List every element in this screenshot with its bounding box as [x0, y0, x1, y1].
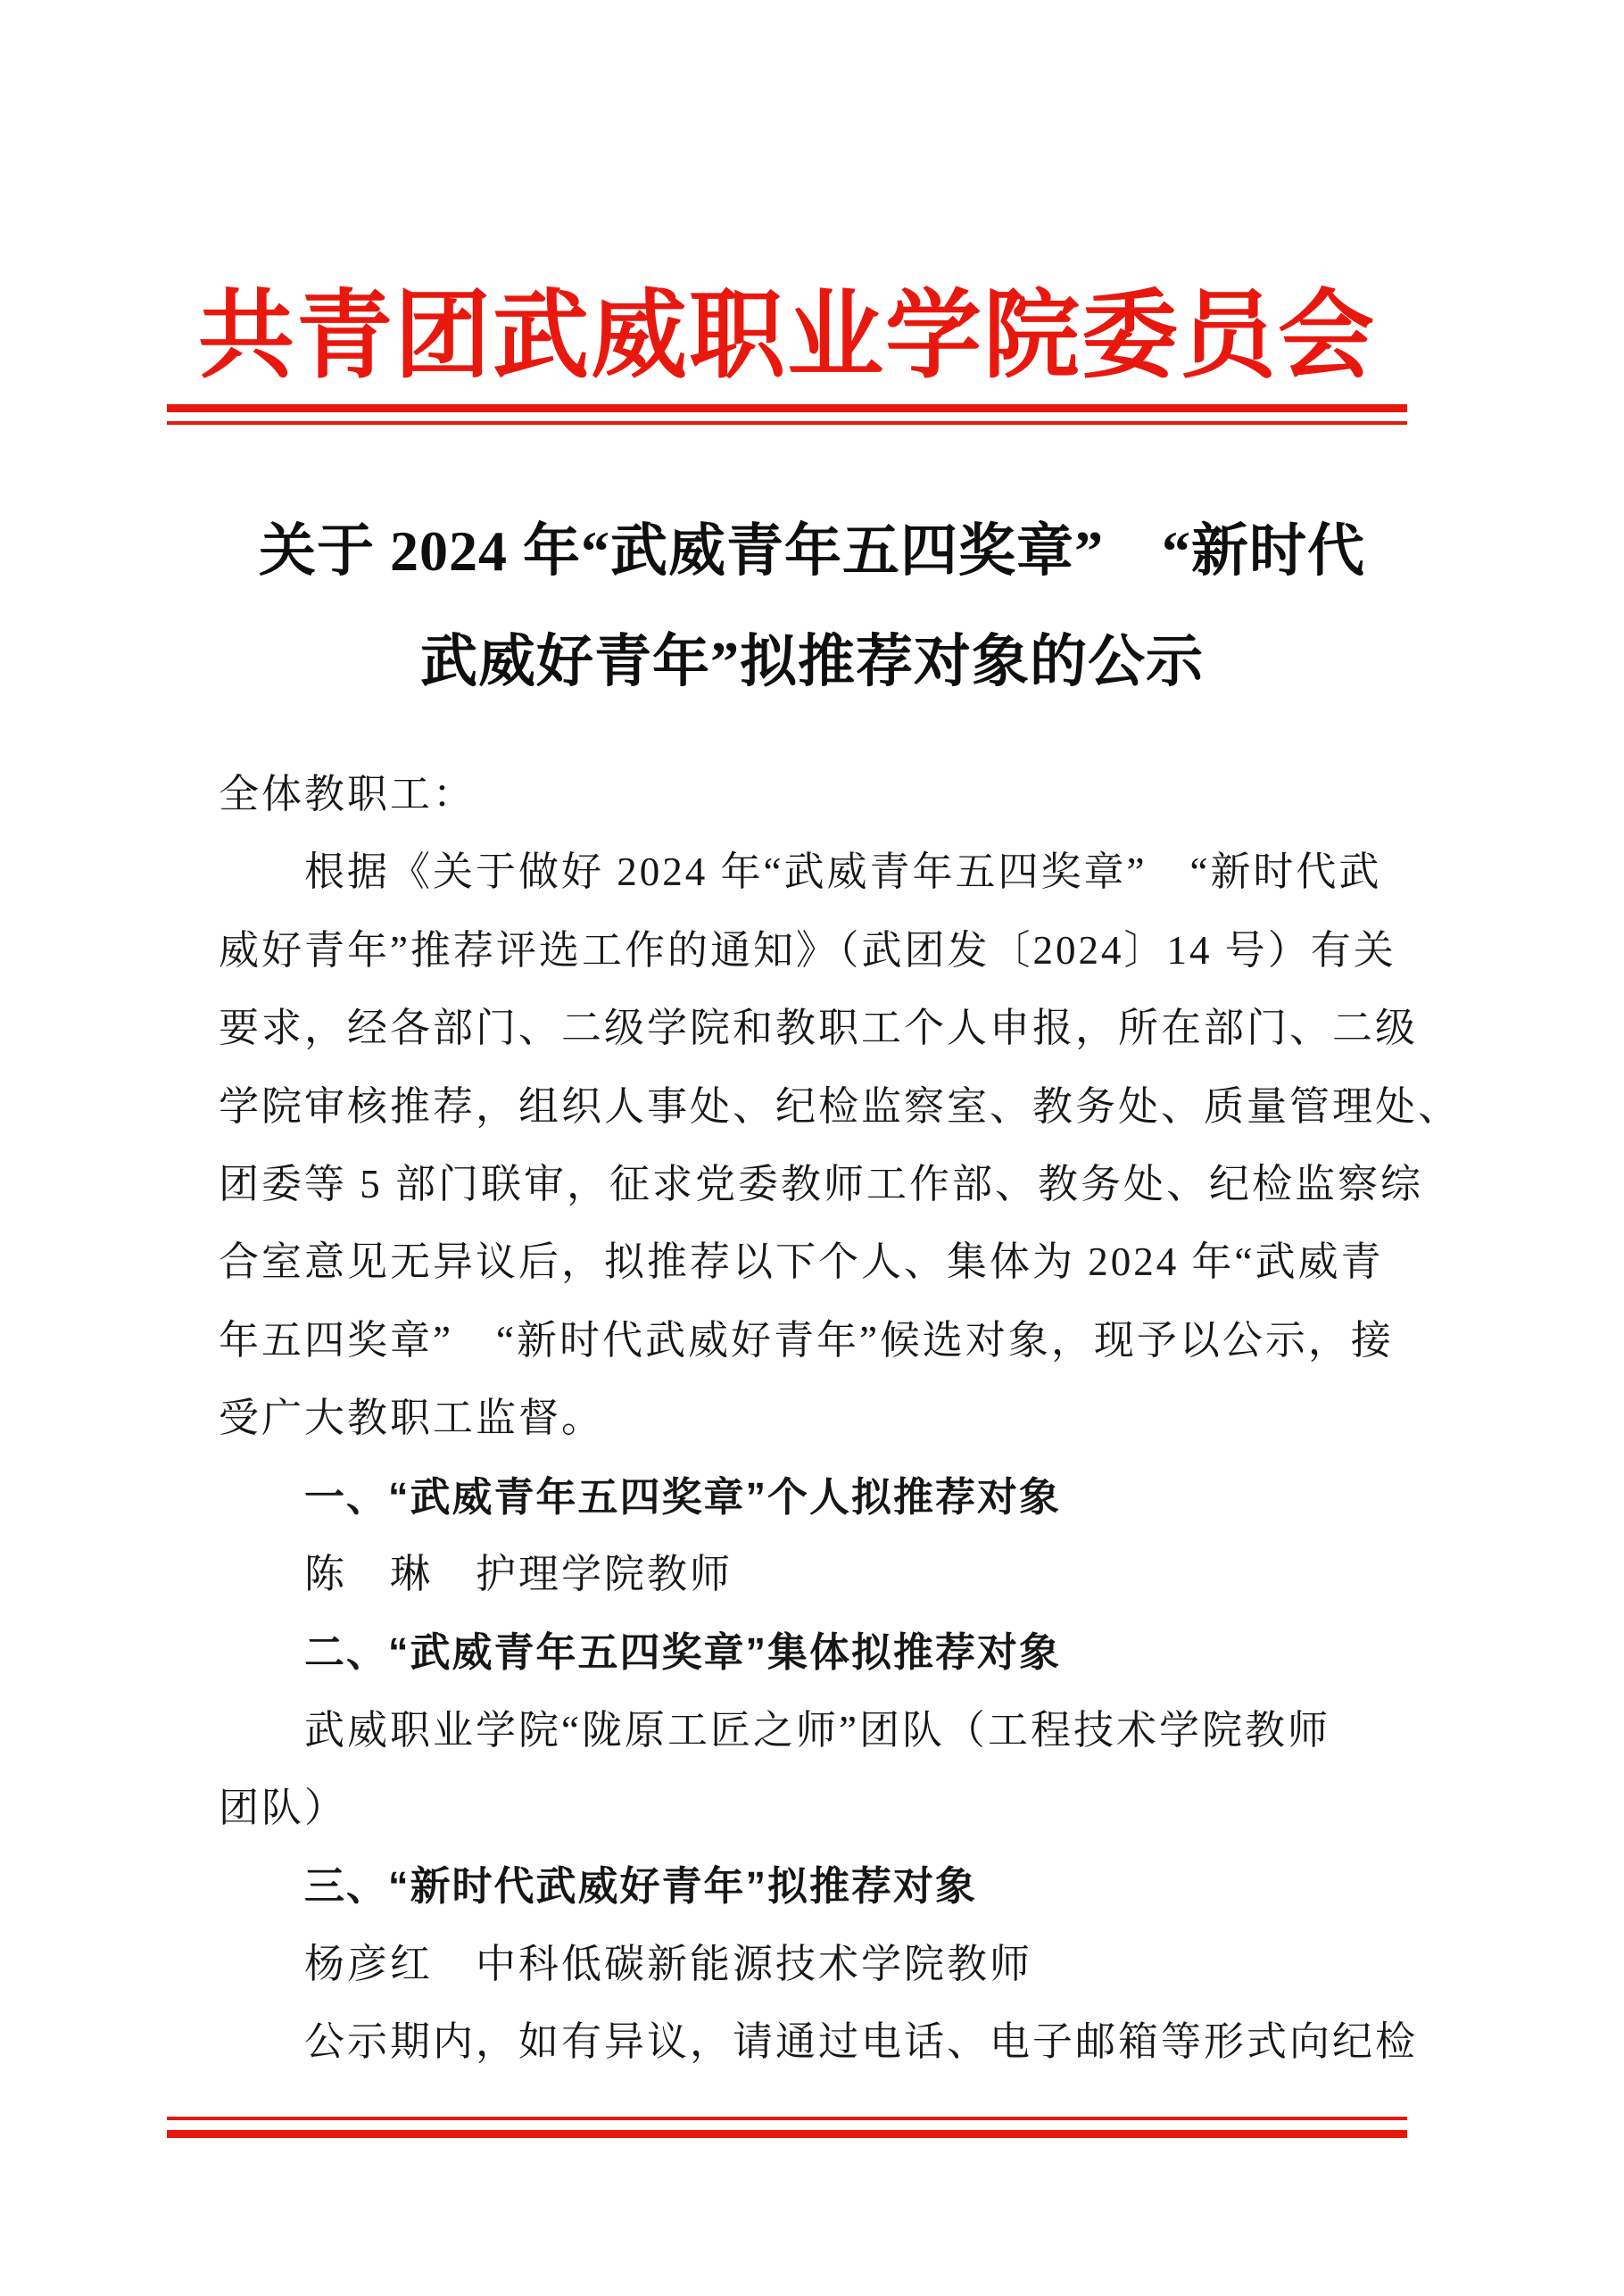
body-line: 要求，经各部门、二级学院和教职工个人申报，所在部门、二级: [219, 1006, 1419, 1051]
body-line: 合室意见无异议后，拟推荐以下个人、集体为 2024 年“武威青: [219, 1239, 1384, 1285]
nominee-line: 武威职业学院“陇原工匠之师”团队（工程技术学院教师: [304, 1707, 1330, 1753]
letterhead-rule-thick: [167, 404, 1407, 412]
body-line: 公示期内，如有异议，请通过电话、电子邮箱等形式向纪检: [304, 2019, 1419, 2065]
footer-rule-thin: [167, 2117, 1407, 2120]
body-line: 年五四奖章” “新时代武威好青年”候选对象，现予以公示，接: [219, 1317, 1394, 1363]
document-title: [209, 496, 1415, 717]
section-heading-2: 二、“武威青年五四奖章”集体拟推荐对象: [304, 1629, 1062, 1676]
document-body: [219, 756, 1462, 2082]
document-title-line-1: 关于 2024 年“武威青年五四奖章” “新时代: [259, 519, 1365, 583]
body-line: 威好青年”推荐评选工作的通知》（武团发〔2024〕14 号）有关: [219, 927, 1396, 973]
section-heading-1: 一、“武威青年五四奖章”个人拟推荐对象: [304, 1473, 1062, 1520]
document-title-line-2: 武威好青年”拟推荐对象的公示: [420, 630, 1204, 693]
body-line: 根据《关于做好 2024 年“武威青年五四奖章” “新时代武: [304, 850, 1382, 895]
letterhead-org-title: 共青团武威职业学院委员会: [197, 284, 1376, 390]
nominee-line: 杨彦红 中科低碳新能源技术学院教师: [304, 1941, 1033, 1986]
nominee-line: 陈 琳 护理学院教师: [304, 1551, 733, 1596]
body-line: 团委等 5 部门联审，征求党委教师工作部、教务处、纪检监察综: [219, 1161, 1424, 1206]
body-line: 受广大教职工监督。: [219, 1396, 605, 1441]
section-heading-3: 三、“新时代武威好青年”拟推荐对象: [304, 1863, 978, 1910]
body-line: 学院审核推荐，组织人事处、纪检监察室、教务处、质量管理处、: [219, 1083, 1462, 1129]
salutation-line: 全体教职工：: [219, 772, 476, 816]
letterhead-rule-thin: [167, 421, 1407, 425]
nominee-line: 团队）: [219, 1786, 348, 1831]
footer-rule-thick: [167, 2130, 1407, 2138]
